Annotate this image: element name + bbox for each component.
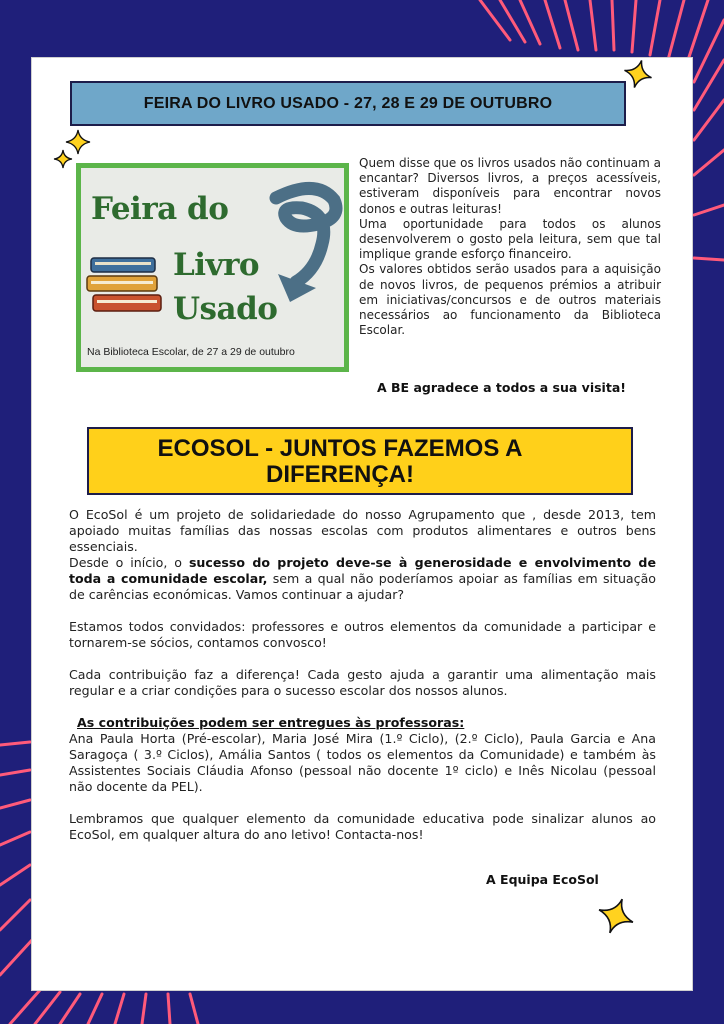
swirl-arrow-icon [256,178,346,308]
book-fair-paragraph-2: Uma oportunidade para todos os alunos desenvolverem o gosto pela leitura, sem que tal implique grande esforço financeiro. [359,216,661,262]
ecosol-p2-bold: sucesso do projeto deve-se à generosidade e envolvimento de toda a comunidade escolar, [69,555,656,586]
poster-title-line3: Usado [173,291,278,327]
book-fair-paragraph-1: Quem disse que os livros usados não continuam a encantar? Diversos livros, a preços acessíveis, estiveram disponíveis para encontrar novos donos e outras leituras! [359,156,661,216]
ecosol-paragraph-6: Lembramos que qualquer elemento da comunidade educativa pode sinalizar alunos ao EcoSol, em qualquer altura do ano letivo! Contacta-nos! [69,811,656,842]
book-fair-paragraph-3: Os valores obtidos serão usados para a aquisição de novos livros, de pequenos prémios a atribuir em iniciativas/concursos e de outros materiais necessários ao funcionamento da Biblioteca Escolar. [359,262,661,338]
book-fair-title-banner [70,81,626,126]
sparkle-star-bottom-icon [596,896,636,936]
ecosol-signature: A Equipa EcoSol [486,872,599,887]
book-fair-poster [76,163,349,372]
ecosol-paragraph-2 [69,555,656,603]
sparkle-star-icon [622,58,654,90]
ecosol-contrib-heading-line [69,715,656,731]
ecosol-contrib-text: Ana Paula Horta (Pré-escolar), Maria José Mira (1.º Ciclo), (2.º Ciclo), Paula Garcia e Ana Saragoça ( 3.º Ciclos), Amália Santos ( todos os elementos da Comunidade) e também às Assistentes Sociais Cláudia Afonso (pessoal não docente 1º ciclo) e Inês Nicolau (pessoal não docente da PEL). [69,731,656,794]
ecosol-title-line1: ECOSOL - JUNTOS FAZEMOS A [157,435,523,462]
ecosol-title-banner [87,427,633,495]
book-fair-thanks: A BE agradece a todos a sua visita! [377,380,626,395]
ecosol-paragraph-3: Estamos todos convidados: professores e outros elementos da comunidade a participar e tornarem-se sócios, contamos convosco! [69,619,656,650]
poster-caption: Na Biblioteca Escolar, de 27 a 29 de outubro [87,346,295,358]
poster-title-line1: Feira do [91,191,229,227]
books-stack-icon [85,254,167,324]
ecosol-paragraph-1: O EcoSol é um projeto de solidariedade do nosso Agrupamento que , desde 2013, tem apoiado muitas famílias das nossas escolas com produtos alimentares e outros bens essenciais. [69,507,656,554]
ecosol-paragraph-4: Cada contribuição faz a diferença! Cada gesto ajuda a garantir uma alimentação mais regular e a criar condições para o sucesso escolar dos nossos alunos. [69,667,656,698]
book-fair-title: FEIRA DO LIVRO USADO - 27, 28 E 29 DE OUTUBRO [143,94,553,112]
ecosol-title-line2: DIFERENÇA! [266,461,414,488]
poster-title-line2: Livro [173,247,260,283]
book-fair-text [359,156,661,338]
ecosol-p2-start: Desde o início, o [69,555,189,570]
ecosol-p2-end: sem a qual não poderíamos apoiar as famílias em situação de carências económicas. Vamos continuar a ajudar? [69,571,656,602]
ecosol-contrib-heading: As contribuições podem ser entregues às professoras: [77,715,465,730]
ecosol-text [69,507,656,843]
